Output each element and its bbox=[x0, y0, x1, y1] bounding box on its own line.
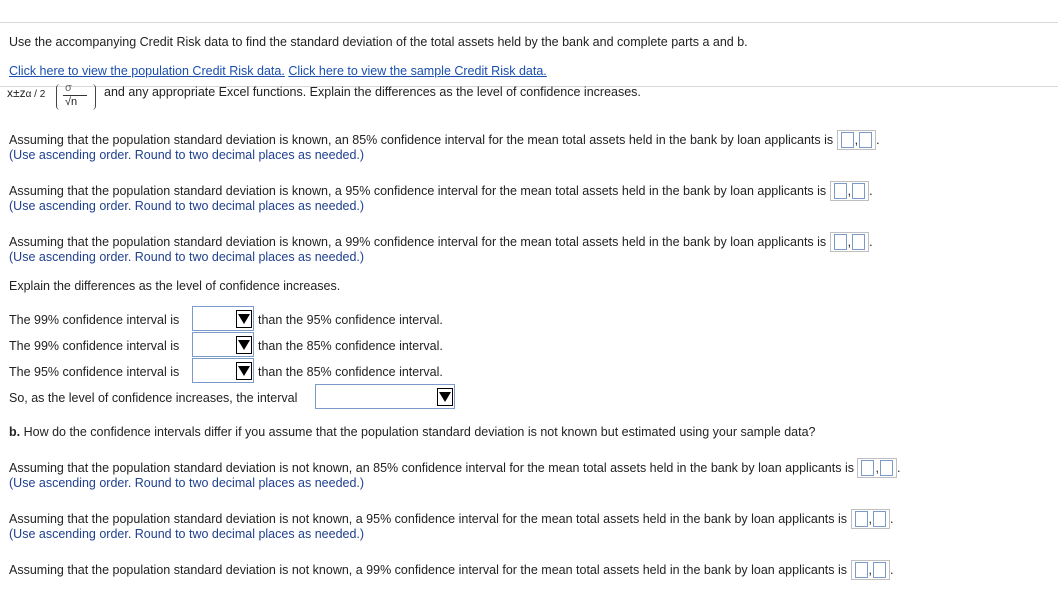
answer-a-85-upper[interactable] bbox=[859, 132, 872, 148]
answer-a-85-lower[interactable] bbox=[841, 132, 854, 148]
top-divider bbox=[0, 22, 1058, 23]
question-b-95: Assuming that the population standard deviation is not known, a 95% confidence interval for the mean total assets held in the bank by loan applicants is , . bbox=[9, 509, 893, 529]
question-a-99: Assuming that the population standard deviation is known, a 99% confidence interval for the mean total assets held in the bank by loan applicants is , . bbox=[9, 232, 873, 252]
answer-b-95-upper[interactable] bbox=[873, 511, 886, 527]
hint-a-95: (Use ascending order. Round to two decimal places as needed.) bbox=[9, 199, 365, 213]
sample-data-link[interactable]: Click here to view the sample Credit Risk data. bbox=[288, 64, 547, 78]
formula-subscript: α / 2 bbox=[25, 89, 46, 100]
comparison-dropdown-1[interactable] bbox=[192, 306, 254, 331]
answer-b-99-upper[interactable] bbox=[873, 562, 886, 578]
chevron-down-icon bbox=[236, 336, 252, 354]
part-b-label: b. bbox=[9, 425, 21, 439]
answer-a-99-upper[interactable] bbox=[852, 234, 865, 250]
formula-pm: ± bbox=[13, 86, 20, 100]
question-a-95: Assuming that the population standard deviation is known, a 95% confidence interval for the mean total assets held in the bank by loan applicants is , . bbox=[9, 181, 873, 201]
answer-pair-a-99: , bbox=[830, 232, 869, 252]
part-b-question: b. How do the confidence intervals differ if you assume that the population standard deviation is not known but estimated using your sample data? bbox=[9, 425, 816, 439]
hint-a-99: (Use ascending order. Round to two decimal places as needed.) bbox=[9, 250, 365, 264]
hint-b-95: (Use ascending order. Round to two decimal places as needed.) bbox=[9, 527, 365, 541]
conclusion-dropdown[interactable] bbox=[315, 384, 455, 409]
formula bbox=[7, 86, 45, 100]
answer-b-95-lower[interactable] bbox=[855, 511, 868, 527]
hint-a-85: (Use ascending order. Round to two decimal places as needed.) bbox=[9, 148, 365, 162]
population-data-link[interactable]: Click here to view the population Credit Risk data. bbox=[9, 64, 285, 78]
comparison-row-2-right: than the 85% confidence interval. bbox=[258, 339, 443, 353]
comparison-dropdown-3[interactable] bbox=[192, 358, 254, 383]
formula-xbar: x bbox=[7, 86, 13, 100]
answer-pair-b-99: , bbox=[851, 560, 890, 580]
answer-pair-b-95: , bbox=[851, 509, 890, 529]
question-a-85: Assuming that the population standard deviation is known, an 85% confidence interval for the mean total assets held in the bank by loan applicants is , . bbox=[9, 130, 880, 150]
answer-b-85-lower[interactable] bbox=[861, 460, 874, 476]
answer-b-85-upper[interactable] bbox=[880, 460, 893, 476]
chevron-down-icon bbox=[236, 362, 252, 380]
intro-text: Use the accompanying Credit Risk data to find the standard deviation of the total assets held by the bank and complete parts a and b. bbox=[9, 35, 748, 49]
question-b-85: Assuming that the population standard deviation is not known, an 85% confidence interval for the mean total assets held in the bank by loan applicants is , . bbox=[9, 458, 900, 478]
comparison-row-1-left: The 99% confidence interval is bbox=[9, 313, 180, 327]
comparison-row-1-right: than the 95% confidence interval. bbox=[258, 313, 443, 327]
comparison-row-2-left: The 99% confidence interval is bbox=[9, 339, 180, 353]
answer-pair-b-85: , bbox=[857, 458, 896, 478]
comparison-row-3-left: The 95% confidence interval is bbox=[9, 365, 180, 379]
hint-b-85: (Use ascending order. Round to two decimal places as needed.) bbox=[9, 476, 365, 490]
chevron-down-icon bbox=[236, 310, 252, 328]
answer-a-99-lower[interactable] bbox=[834, 234, 847, 250]
chevron-down-icon bbox=[437, 388, 453, 406]
answer-pair-a-85: , bbox=[837, 130, 876, 150]
comparison-row-3-right: than the 85% confidence interval. bbox=[258, 365, 443, 379]
formula-paren bbox=[56, 84, 96, 110]
formula-sqrt-n: √n bbox=[65, 96, 78, 108]
answer-a-95-lower[interactable] bbox=[834, 183, 847, 199]
answer-b-99-lower[interactable] bbox=[855, 562, 868, 578]
comparison-dropdown-2[interactable] bbox=[192, 332, 254, 357]
answer-pair-a-95: , bbox=[830, 181, 869, 201]
explain-prompt: Explain the differences as the level of confidence increases. bbox=[9, 279, 341, 293]
formula-text: and any appropriate Excel functions. Explain the differences as the level of confidence increases. bbox=[104, 85, 641, 99]
answer-a-95-upper[interactable] bbox=[852, 183, 865, 199]
conclusion-text: So, as the level of confidence increases, the interval bbox=[9, 391, 298, 405]
formula-z: z bbox=[19, 86, 26, 100]
question-b-99: Assuming that the population standard deviation is not known, a 99% confidence interval for the mean total assets held in the bank by loan applicants is , . bbox=[9, 560, 893, 580]
formula-sigma: σ bbox=[65, 82, 72, 94]
